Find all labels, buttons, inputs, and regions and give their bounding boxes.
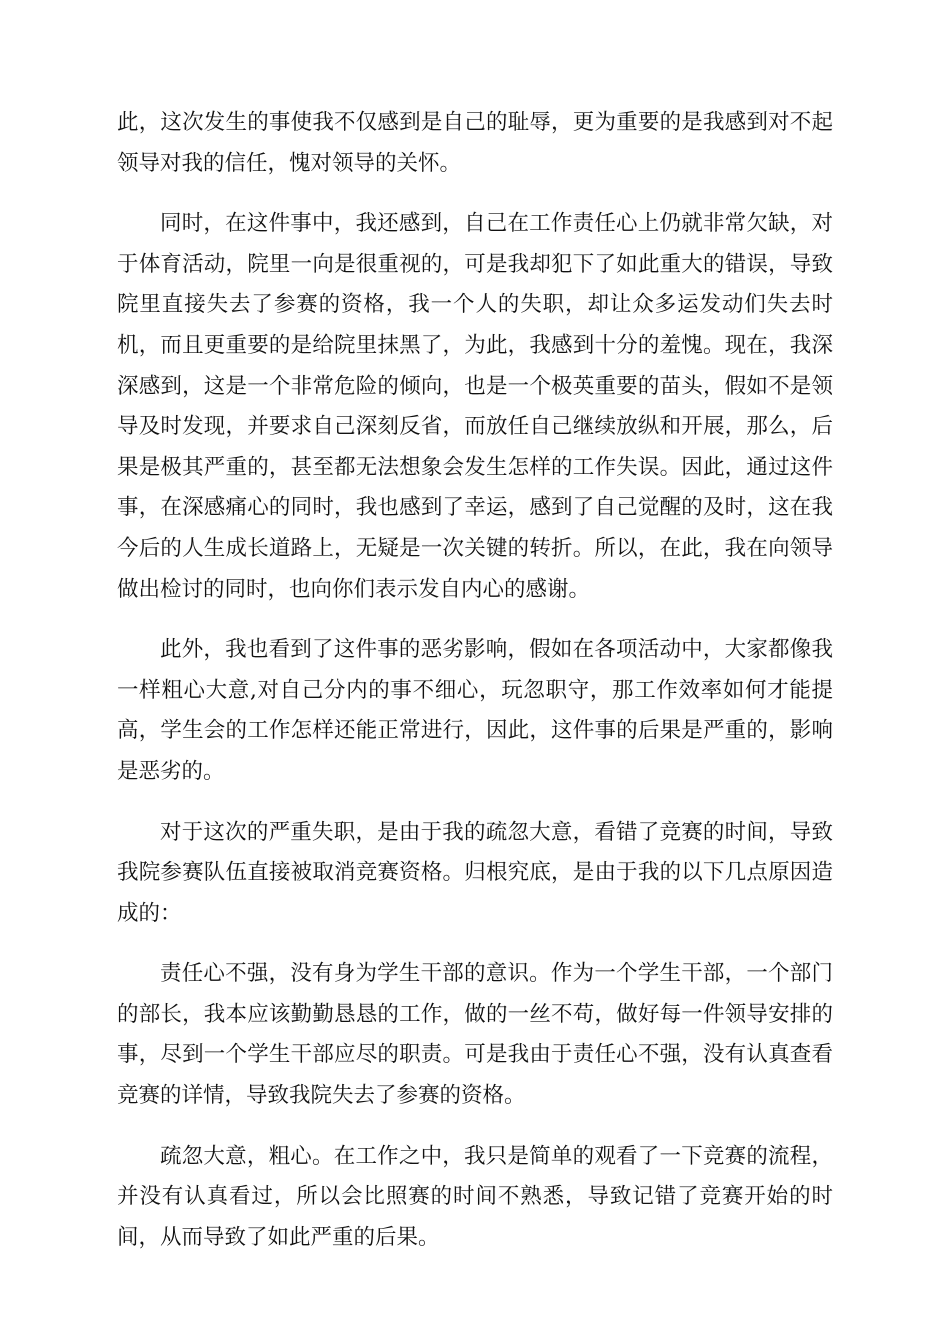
paragraph-impact: 此外，我也看到了这件事的恶劣影响，假如在各项活动中，大家都像我一样粗心大意,对自己分内的事不细心，玩忽职守，那工作效率如何才能提高，学生会的工作怎样还能正常进行，因此，这件事的后果是严重的，影响是恶劣的。 [117,637,833,784]
paragraph-reason-carelessness: 疏忽大意，粗心。在工作之中，我只是简单的观看了一下竞赛的流程，并没有认真看过，所以会比照赛的时间不熟悉，导致记错了竞赛开始的时间，从而导致了如此严重的后果。 [117,1143,833,1250]
paragraph-continuation: 此，这次发生的事使我不仅感到是自己的耻辱，更为重要的是我感到对不起领导对我的信任，愧对领导的关怀。 [117,110,833,176]
document-body [117,103,833,1258]
paragraph-responsibility: 同时，在这件事中，我还感到，自己在工作责任心上仍就非常欠缺，对于体育活动，院里一向是很重视的，可是我却犯下了如此重大的错误，导致院里直接失去了参赛的资格，我一个人的失职，却让众多运发动们失去时机，而且更重要的是给院里抹黑了，为此，我感到十分的羞愧。现在，我深深感到，这是一个非常危险的倾向，也是一个极英重要的苗头，假如不是领导及时发现，并要求自己深刻反省，而放任自己继续放纵和开展，那么，后果是极其严重的，甚至都无法想象会发生怎样的工作失误。因此，通过这件事，在深感痛心的同时，我也感到了幸运，感到了自己觉醒的及时，这在我今后的人生成长道路上，无疑是一次关键的转折。所以，在此，我在向领导做出检讨的同时，也向你们表示发自内心的感谢。 [117,211,833,602]
paragraph-reason-responsibility: 责任心不强，没有身为学生干部的意识。作为一个学生干部，一个部门的部长，我本应该勤勤恳恳的工作，做的一丝不苟，做好每一件领导安排的事，尽到一个学生干部应尽的职责。可是我由于责任心不强，没有认真查看竞赛的详情，导致我院失去了参赛的资格。 [117,961,833,1109]
paragraph-cause-intro: 对于这次的严重失职，是由于我的疏忽大意，看错了竞赛的时间，导致我院参赛队伍直接被取消竞赛资格。归根究底，是由于我的以下几点原因造成的： [117,819,833,926]
